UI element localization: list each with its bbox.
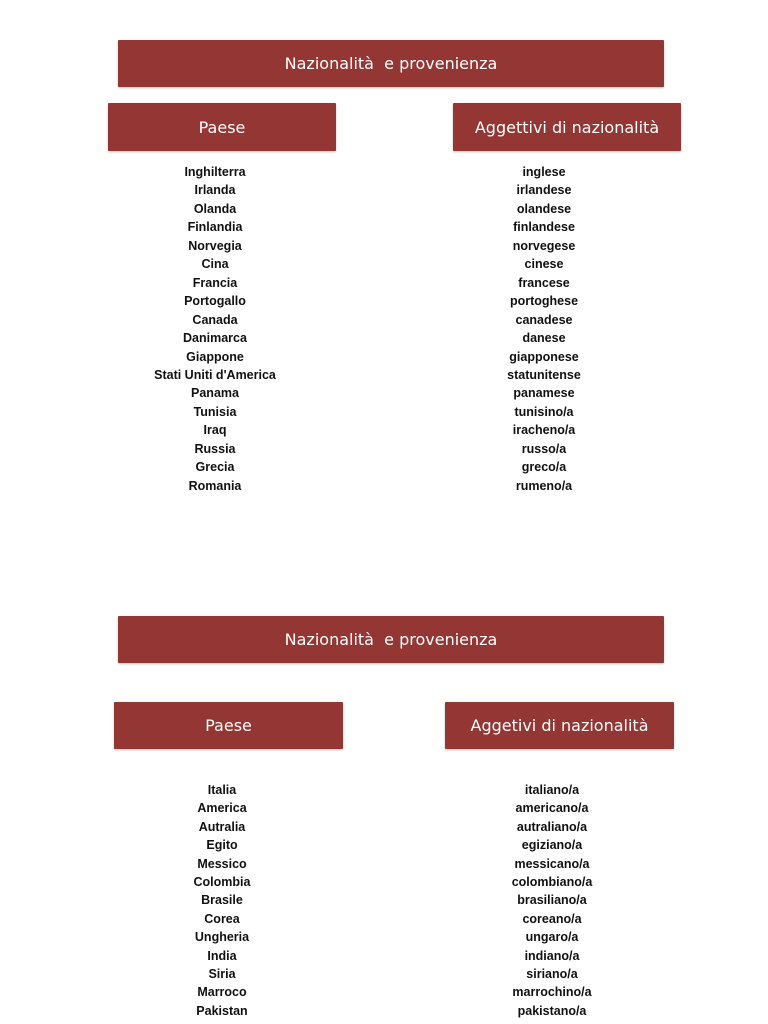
list-item: ungaro/a [525,930,579,945]
list-item: Colombia [193,875,251,890]
list-item: iracheno/a [512,423,576,438]
list-item: America [197,801,247,816]
list-item: Grecia [195,460,235,475]
list-item: India [207,948,237,963]
list-item: Finlandia [187,220,243,235]
list-item: giapponese [509,349,579,364]
list-item: Tunisia [193,404,237,419]
adjective-header-label: Aggetivi di nazionalità [470,716,649,735]
list-item: Egito [206,838,238,853]
list-item: Messico [197,856,247,871]
list-item: egiziano/a [521,838,583,853]
list-item: olandese [516,201,572,216]
list-item: Marroco [197,985,247,1000]
list-item: colombiano/a [511,875,593,890]
list-item: statunitense [507,367,581,382]
list-item: italiano/a [524,783,580,797]
list-item: Panama [191,386,239,401]
list-item: finlandese [513,220,575,235]
list-item: francese [518,275,570,290]
list-item: Irlanda [194,183,236,198]
adjective-column-header [453,103,681,151]
list-item: pakistano/a [517,1003,587,1018]
list-item: messicano/a [514,856,590,871]
list-item: americano/a [515,801,589,816]
list-item: Stati Uniti d'America [154,367,276,382]
list-item: Giappone [186,349,244,364]
list-item: Portogallo [184,294,246,309]
list-item: greco/a [521,460,567,475]
list-item: panamese [513,386,575,401]
list-item: Corea [204,911,240,926]
section-title: Nazionalità e provenienza [284,630,498,649]
list-item: canadese [515,312,573,327]
list-item: Cina [201,257,229,272]
list-item: coreano/a [522,911,582,926]
list-item: Canada [192,312,238,327]
adjective-header-label: Aggettivi di nazionalità [474,117,660,137]
list-item: brasiliano/a [517,893,587,908]
list-item: Francia [192,275,238,290]
country-list [122,781,322,1020]
list-item: norvegese [512,238,576,253]
list-item: autraliano/a [516,819,588,834]
list-item: irlandese [516,183,572,198]
list-item: marrochino/a [512,985,592,1000]
list-item: Romania [188,478,242,493]
country-column-header [114,702,343,749]
list-item: inglese [522,165,566,179]
section-title-banner [118,40,664,87]
adjective-column-header [445,702,674,749]
country-header-label: Paese [205,716,252,735]
list-item: Iraq [203,423,227,438]
country-header-label: Paese [198,117,246,137]
list-item: Ungheria [194,930,250,945]
list-item: Pakistan [196,1003,248,1018]
list-item: portoghese [509,294,579,309]
list-item: Olanda [193,201,237,216]
section-title: Nazionalità e provenienza [284,54,498,73]
adjective-list [444,163,644,495]
list-item: russo/a [521,441,567,456]
list-item: Italia [207,783,237,797]
list-item: Inghilterra [184,165,246,179]
list-item: Norvegia [188,238,242,253]
list-item: siriano/a [526,967,578,982]
list-item: indiano/a [524,948,580,963]
section-title-banner [118,616,664,663]
list-item: Brasile [201,893,243,908]
country-list [115,163,315,495]
adjective-list [452,781,652,1020]
list-item: tunisino/a [514,404,574,419]
list-item: Siria [208,967,236,982]
list-item: danese [522,331,566,346]
list-item: Danimarca [183,331,247,346]
list-item: rumeno/a [515,478,573,493]
list-item: Autralia [198,819,246,834]
list-item: Russia [194,441,236,456]
country-column-header [108,103,336,151]
list-item: cinese [524,257,564,272]
